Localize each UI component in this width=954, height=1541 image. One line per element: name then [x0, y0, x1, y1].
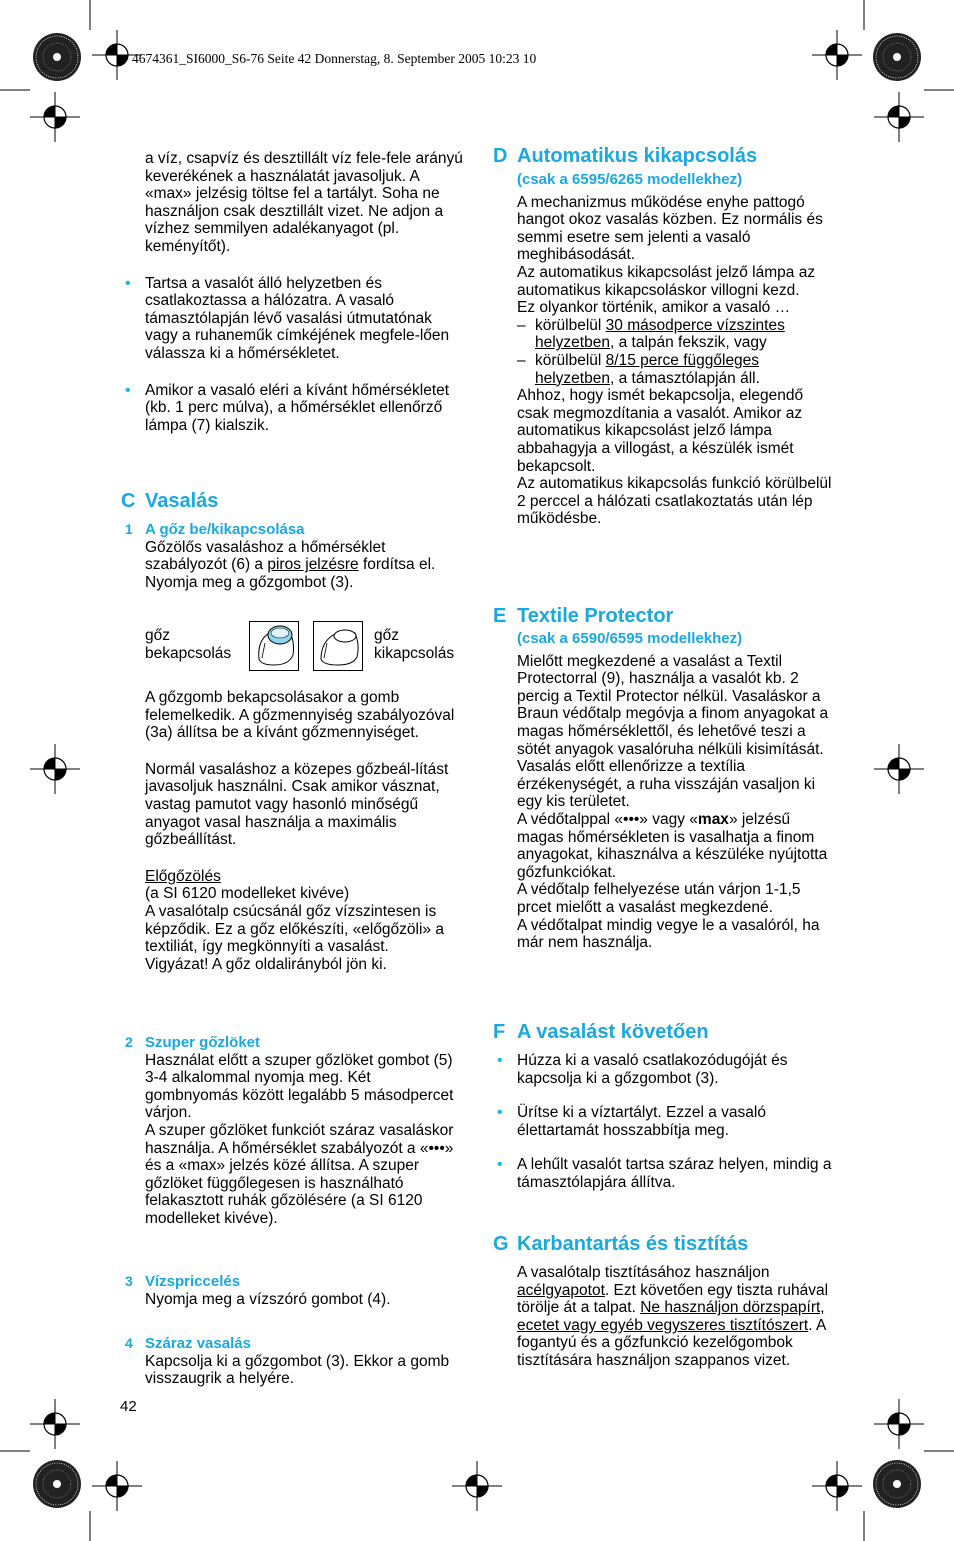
step-1 [125, 521, 465, 591]
text-run: » és a «max» jelzés közé állítsa. A szuper gőzlöket függőlegesen is használható felakasztott ruhák gőzölésére (a SI 6120 modelleket kivéve). [145, 1139, 454, 1227]
section-letter: E [493, 605, 507, 627]
step-2 [125, 1034, 465, 1228]
text-run: A vasalótalp tisztításához használjon [517, 1264, 770, 1281]
steam-on-label [145, 627, 231, 662]
section-heading-d [493, 145, 758, 167]
section-d-body [517, 171, 837, 528]
section-title: Textile Protector [517, 605, 674, 627]
text-run: A szuper gőzlöket funkciót száraz vasaláskor használja. A hőmérséklet szabályozót a « [145, 1121, 454, 1157]
bullet-item: • Ürítse ki a víztartályt. Ezzel a vasaló élettartamát hosszabbítja meg. [517, 1104, 837, 1139]
section-letter: G [493, 1233, 509, 1255]
step-number: 3 [125, 1273, 133, 1289]
step-number: 2 [125, 1034, 133, 1050]
bullet-item: • Tartsa a vasalót álló helyzetben és csatlakoztassa a hálózatra. A vasaló támasztólapján lévő vasalási útmutatónak vagy a ruhaneműk címkéjének megfele-lően válassza ki a hőmérsékletet. [145, 275, 465, 363]
section-f-body [517, 1052, 837, 1209]
crosshair-mark [874, 744, 924, 794]
paragraph: Ez olyankor történik, amikor a vasaló … [517, 299, 791, 317]
prevaporization-warning: Vigyázat! A gőz oldalirányból jön ki. [145, 955, 387, 973]
paragraph [517, 811, 837, 881]
text-run: , a támasztólapján áll. [609, 369, 760, 387]
prevaporization-note: (a SI 6120 modelleket kivéve) [145, 885, 350, 903]
steam-off-label [374, 627, 454, 662]
paragraph [517, 1264, 837, 1370]
paragraph: A gőzgomb bekapcsolásakor a gomb felemelkedik. A gőzmennyiség szabályozóval (3a) állítsa be a kívánt gőzmennyiséget. [145, 689, 455, 742]
underlined-text: piros jelzésre [267, 556, 359, 574]
section-e-body [517, 630, 837, 952]
bullet-item: • Húzza ki a vasaló csatlakozódugóját és kapcsolja ki a gőzgombot (3). [517, 1052, 837, 1087]
corner-star-mark [33, 33, 81, 81]
text-run: » vagy « [639, 810, 698, 828]
section-g-body [517, 1264, 837, 1370]
text-run: körülbelül [535, 316, 606, 334]
paragraph: A védőtalpat mindig vegye le a vasalóról, ha már nem használja. [517, 916, 820, 952]
section-title: Vasalás [145, 490, 219, 512]
crosshair-mark [30, 1399, 80, 1449]
text-run: Gőzölős vasaláshoz a hőmérséklet szabályozót (6) a [145, 538, 386, 574]
dash-item [517, 317, 837, 352]
prevaporization-text: A vasalótalp csúcsánál gőz vízszintesen is képződik. Ez a gőz előkészíti, «előgőzöli» a textiliát, így megkönnyíti a vasalást. [145, 902, 444, 956]
step-title: Szuper gőzlöket [145, 1034, 261, 1051]
crosshair-mark [30, 92, 80, 142]
section-heading-g [493, 1233, 749, 1255]
dash-item [517, 352, 837, 387]
paragraph: Normál vasaláshoz a közepes gőzbeál-lítást javasoljuk használni. Csak amikor vásznat, vastag pamutot vagy hasonló minőségű anyagot vasal használja a maximális gőzbeállítást. [145, 760, 449, 849]
section-letter: F [493, 1021, 506, 1043]
underlined-text: 30 másodperce vízszintes helyzetben [535, 316, 785, 352]
dots-symbol: ••• [623, 810, 640, 828]
label-line: gőz [374, 627, 399, 644]
crosshair-mark [812, 1461, 862, 1511]
section-title: A vasalást követően [517, 1021, 709, 1043]
text-run: . A fogantyú és a gőzfunkció kezelőgombok tisztítására használjon szappanos vizet. [517, 1316, 826, 1369]
bullet-item: • A lehűlt vasalót tartsa száraz helyen, mindig a támasztólapjára állítva. [517, 1156, 837, 1191]
section-letter: D [493, 145, 508, 167]
crosshair-mark [92, 1461, 142, 1511]
step-title: A gőz be/kikapcsolása [145, 521, 305, 538]
section-heading-f [493, 1021, 709, 1043]
section-title: Karbantartás és tisztítás [517, 1233, 749, 1255]
step-title: Vízspriccelés [145, 1273, 241, 1290]
prevaporization-title: Előgőzölés [145, 867, 221, 885]
paragraph: Mielőtt megkezdené a vasalást a Textil Protectorral (9), használja a vasalót kb. 2 percig a Textil Protector nélkül. Vasaláskor a Braun védőtalp megóvja a finom anyagokat a magas hőmérséklettől, és lehetővé teszi a sötét anyagok vasalóruha nélküli kisimítását. Vasalás előtt ellenőrizze a textília érzékenységét, a ruha visszáján vasaljon ki egy kis területet. [517, 652, 829, 811]
step-4 [125, 1335, 465, 1388]
print-header: 4674361_SI6000_S6-76 Seite 42 Donnerstag, 8. September 2005 10:23 10 [132, 51, 537, 66]
page-number: 42 [120, 1398, 137, 1415]
step-3 [125, 1273, 465, 1308]
text-run: , a talpán fekszik, vagy [609, 334, 767, 352]
crosshair-mark [452, 1461, 502, 1511]
text-run: » jelzésű magas hőmérsékleten is vasalhatja a finom anyagokat, kihasználva a készüléke nyújtotta gőzfunkciókat. [517, 810, 828, 881]
text-run: . Ezt követően egy tiszta ruhával törölje át a talpat. [517, 1281, 829, 1317]
corner-star-mark [873, 33, 921, 81]
intro-paragraph: a víz, csapvíz és desztillált víz fele-fele arányú keverékének a használatát javasoljuk. A «max» jelzésig töltse fel a tartályt. Soha ne használjon csak desztillált vizet. Ne adjon a vízhez semmilyen adalékanyagot (pl. keményítőt). [145, 150, 463, 255]
section-heading-e [493, 605, 674, 627]
step-title: Száraz vasalás [145, 1335, 251, 1352]
section-title: Automatikus kikapcsolás [517, 145, 758, 167]
step-text [145, 539, 465, 592]
section-subtitle: (csak a 6590/6595 modellekhez) [517, 630, 743, 647]
left-column [145, 150, 465, 451]
crosshair-mark [874, 1399, 924, 1449]
label-line: kikapcsolás [374, 644, 455, 662]
text-run: körülbelül [535, 351, 606, 369]
crosshair-mark [812, 30, 862, 80]
paragraph: A mechanizmus működése enyhe pattogó hangot okoz vasalás közben. Ez normális és semmi esetre sem jelenti a vasaló meghibásodását. [517, 193, 823, 264]
crosshair-mark [30, 744, 80, 794]
step-text: Kapcsolja ki a gőzgombot (3). Ekkor a gomb visszaugrik a helyére. [145, 1352, 450, 1388]
step-text: Nyomja meg a vízszóró gombot (4). [145, 1290, 391, 1308]
paragraph: Az automatikus kikapcsolás funkció körülbelül 2 perccel a hálózati csatlakoztatás után lép működésbe. [517, 475, 832, 528]
step-1-continued [145, 689, 465, 973]
label-line: gőz [145, 627, 170, 644]
section-subtitle: (csak a 6595/6265 modellekhez) [517, 171, 743, 188]
steam-button-off-illustration [313, 621, 363, 671]
section-letter: C [121, 490, 136, 512]
corner-star-mark [873, 1460, 921, 1508]
underlined-text: 8/15 perce függőleges helyzetben [535, 351, 760, 387]
dots-symbol: ••• [428, 1139, 445, 1157]
underlined-text: Ne használjon dörzspapírt, ecetet vagy egyéb vegyszeres tisztítószert [517, 1299, 825, 1334]
bullet-item: • Amikor a vasaló eléri a kívánt hőmérsékletet (kb. 1 perc múlva), a hőmérséklet ellenőrző lámpa (7) kialszik. [145, 382, 465, 435]
paragraph: Az automatikus kikapcsolást jelző lámpa az automatikus kikapcsoláskor villogni kezd. [517, 263, 816, 299]
underlined-text: acélgyapotot [517, 1281, 605, 1299]
text-run: A védőtalppal « [517, 810, 624, 828]
step-text: Használat előtt a szuper gőzlöket gombot (5) 3-4 alkalommal nyomja meg. Két gombnyomás között legalább 5 másodpercet várjon. [145, 1051, 454, 1122]
paragraph: Ahhoz, hogy ismét bekapcsolja, elegendő csak megmozdítania a vasalót. Amikor az automatikus kikapcsolást jelző lámpa abbahagyja a villogást, a készülék ismét bekapcsolt. [517, 387, 804, 475]
section-heading-c [121, 490, 219, 512]
steam-button-on-illustration [249, 621, 299, 671]
label-line: bekapcsolás [145, 644, 232, 662]
text-run: fordítsa el. Nyomja meg a gőzgombot (3). [145, 556, 436, 591]
crosshair-mark [874, 92, 924, 142]
step-text [145, 1122, 465, 1228]
step-number: 1 [125, 521, 133, 537]
step-number: 4 [125, 1335, 133, 1351]
max-symbol: max [697, 810, 729, 828]
corner-star-mark [33, 1460, 81, 1508]
paragraph: A védőtalp felhelyezése után várjon 1-1,5 prcet mielőtt a vasalást megkezdené. [517, 881, 801, 916]
